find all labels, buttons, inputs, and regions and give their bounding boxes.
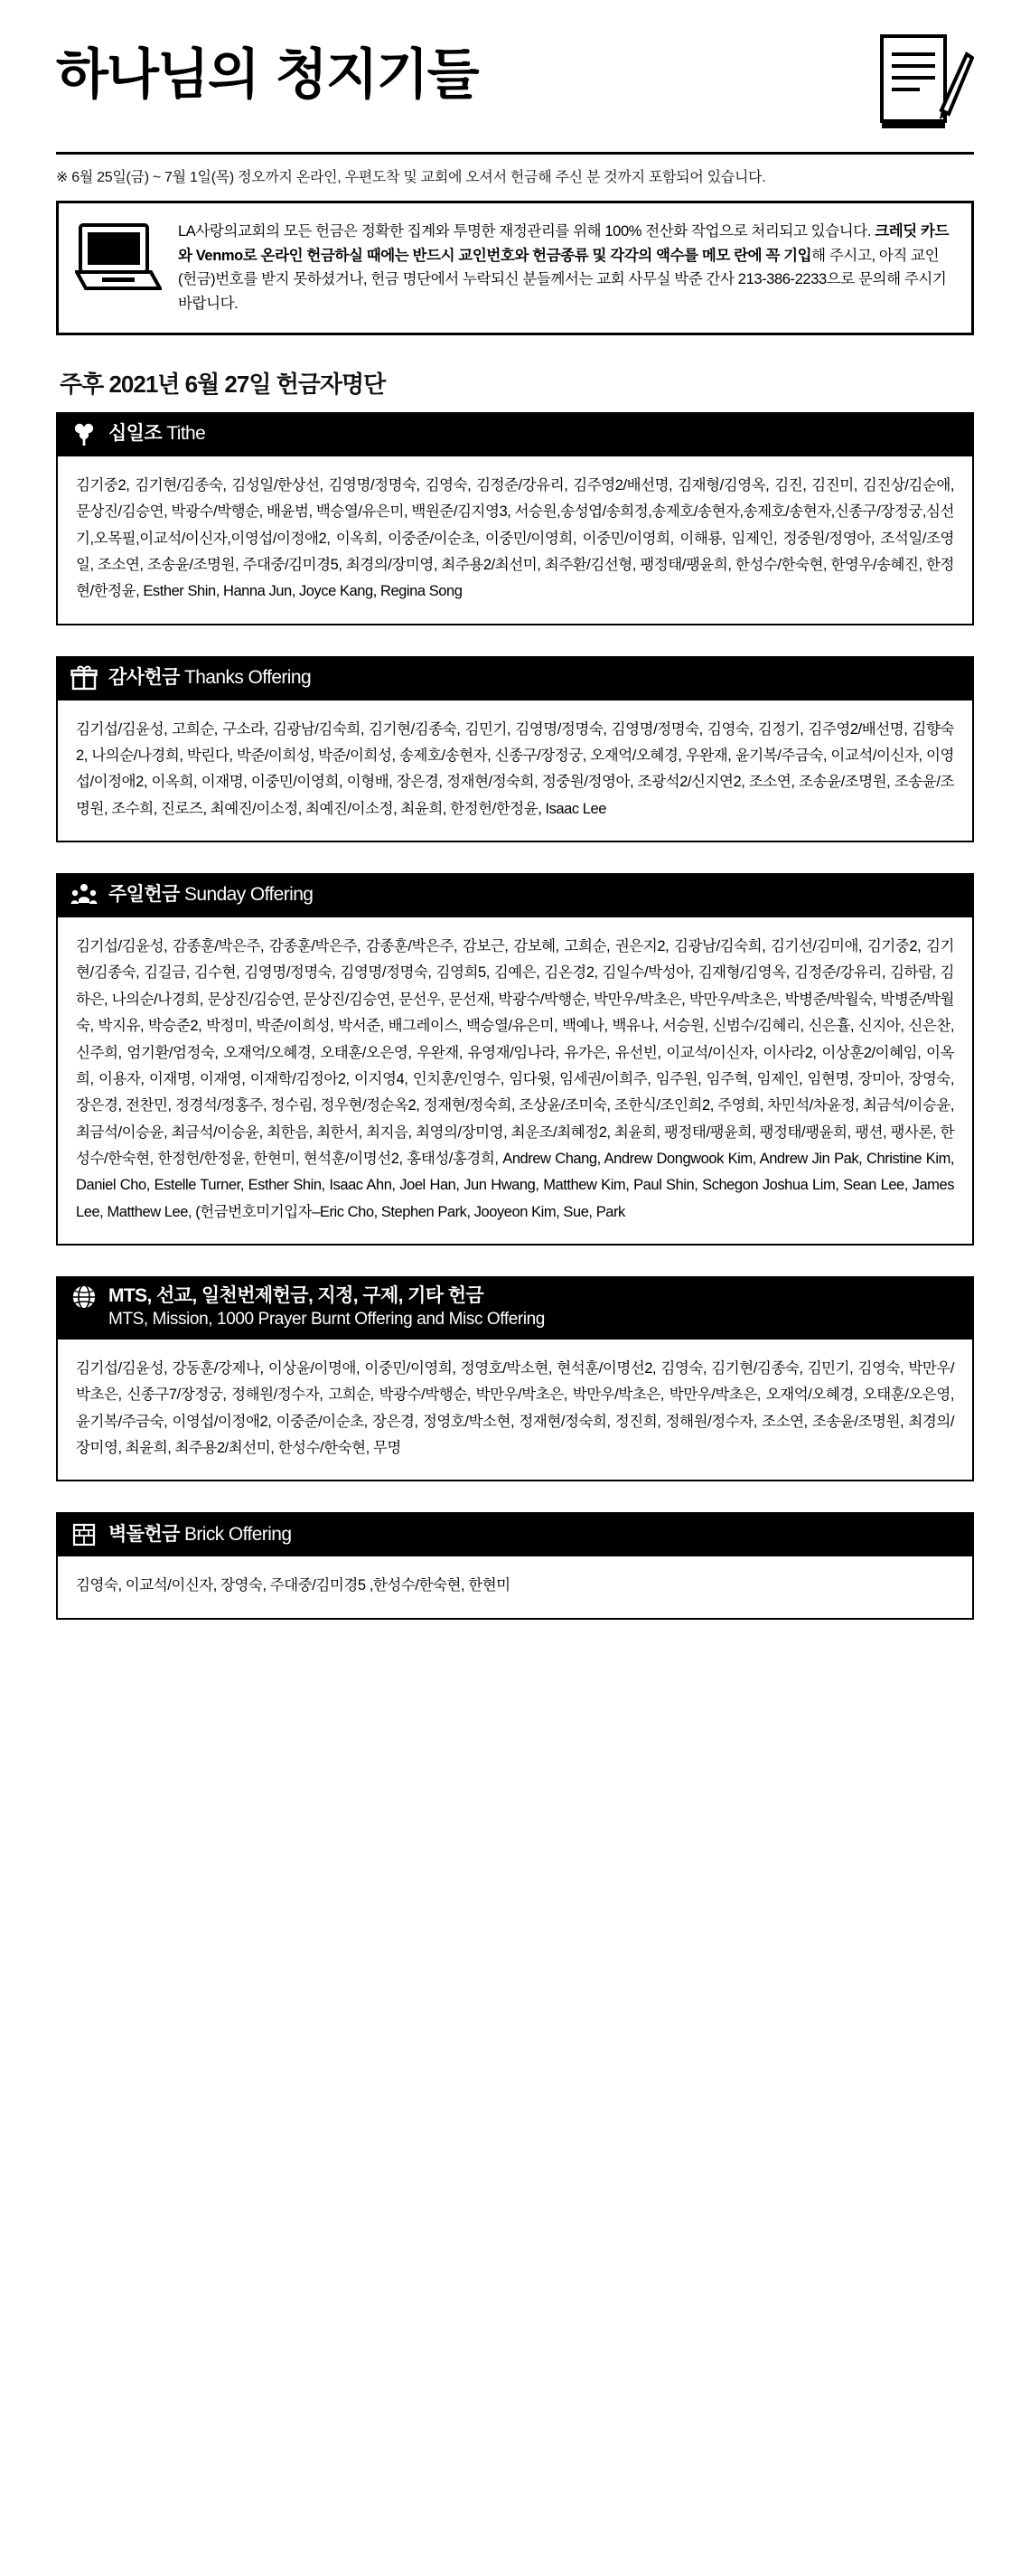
section-title-en: Thanks Offering (184, 667, 312, 689)
people-group-icon (70, 881, 98, 908)
section-header-tithe (56, 412, 974, 456)
section-brick (56, 1512, 974, 1619)
section-title-en: Sunday Offering (184, 884, 314, 906)
section-names-tithe: 김기중2, 김기현/김종숙, 김성일/한상선, 김영명/정명숙, 김영숙, 김정준/강유리, 김주영2/배선명, 김재형/김영옥, 김진, 김진미, 김진상/김순애, 문상진/김승연, 박광수/박행순, 배윤범, 백승열/유은미, 백원준/김지영3, 서승원,송성엽/송희정,송제호/송현자,송제호/송현자,신종구/장정궁,심선기,오목필,이교석/이신자,이영섭/이정애2, 이옥희, 이중준/이순초, 이중민/이영희, 이중민/이영희, 이해룡, 임제인, 정중원/정영아, 조석일/조영일, 조소연, 조송윤/조명원, 주대중/김미경5, 최경의/장미영, 최주용2/최선미, 최주환/김선형, 팽정태/팽윤희, 한성수/한숙현, 한영우/송혜진, 한정현/한정윤, Esther Shin, Hanna Jun, Joyce Kang, Regina Song (56, 456, 974, 625)
section-sunday (56, 873, 974, 1246)
section-title-ko: 주일헌금 (108, 884, 180, 906)
date-title: 주후 2021년 6월 27일 헌금자명단 (60, 370, 386, 398)
globe-icon (70, 1283, 98, 1311)
info-text-part1: LA사랑의교회의 모든 헌금은 정확한 집계와 투명한 재정관리를 위해 100% 전산화 작업으로 처리되고 있습니다. (178, 223, 876, 240)
section-header-sunday (56, 873, 974, 917)
section-header-mts (56, 1276, 974, 1340)
info-text-part2: 해 주시고, 아직 교인(헌금)번호를 받지 못하셨거나, 헌금 명단에서 누락되신 분들께서는 교회 사무실 박준 간사 213-386-2233으로 문의해 주시기 바랍니다. (178, 247, 947, 313)
page-header (56, 31, 974, 143)
section-title-ko: MTS, 선교, 일천번제헌금, 지정, 구제, 기타 헌금 (108, 1285, 484, 1307)
section-header-brick (56, 1512, 974, 1556)
section-names-brick: 김영숙, 이교석/이신자, 장영숙, 주대중/김미경5 ,한성수/한숙현, 한현미 (56, 1556, 974, 1619)
info-box (56, 201, 974, 335)
section-names-sunday: 김기섭/김윤성, 감종훈/박은주, 감종훈/박은주, 감종훈/박은주, 감보근, 감보혜, 고희순, 권은지2, 김광남/김숙희, 김기선/김미애, 김기중2, 김기현/김종숙, 김길금, 김수현, 김영명/정명숙, 김영명/정명숙, 김영희5, 김예은, 김온경2, 김일수/박성아, 김재형/김영옥, 김정준/강유리, 김하람, 김하은, 나의순/나경희, 문상진/김승연, 문상진/김승연, 문선우, 문선재, 박광수/박행순, 박만우/박초은, 박만우/박초은, 박병준/박월숙, 박병준/박월숙, 박지유, 박승준2, 박정미, 박준/이희성, 박서준, 배그레이스, 백승열/유은미, 백예나, 백유나, 서승원, 신범수/김혜리, 신은휼, 신지아, 신은찬, 신주희, 엄기환/엄정숙, 오재억/오혜경, 오태훈/오은영, 우완재, 유영재/임나라, 유가은, 유선빈, 이교석/이신자, 이사라2, 이상훈2/이혜임, 이옥희, 이용자, 이재명, 이재영, 이재학/김정아2, 이지영4, 인치훈/인영수, 임다윗, 임세권/이희주, 임주원, 임주혁, 임제인, 임현명, 장미아, 장영숙, 장은경, 전찬민, 정경석/정홍주, 정수림, 정우현/정순옥2, 정재현/정숙희, 조상윤/조미숙, 조한식/조인희2, 주영희, 차민석/차윤정, 최금석/이승윤, 최금석/이승윤, 최금석/이승윤, 최한음, 최한서, 최지음, 최영의/장미영, 최운조/최혜정2, 최윤희, 팽정태/팽윤희, 팽정태/팽윤희, 팽션, 팽사론, 한성수/한숙현, 한정헌/한정윤, 한현미, 현석훈/이명선2, 홍태성/홍경희, Andrew Chang, Andrew Dongwook Kim, Andrew Jin Pak, Christine Kim, Daniel Cho, Estelle Turner, Esther Shin, Isaac Ahn, Joel Han, Jun Hwang, Matthew Kim, Paul Shin, Schegon Joshua Lim, Sean Lee, James Lee, Matthew Lee, (헌금번호미기입자–Eric Cho, Stephen Park, Jooyeon Kim, Sue, Park (56, 917, 974, 1246)
clover-icon (70, 420, 98, 447)
section-header-thanks (56, 656, 974, 700)
notice-text: ※ 6월 25일(금) ~ 7월 1일(목) 정오까지 온라인, 우편도착 및 교회에 오셔서 헌금해 주신 분 것까지 포함되어 있습니다. (56, 170, 766, 185)
section-title-ko: 벽돌헌금 (108, 1523, 180, 1545)
page-title: 하나님의 청지기들 (56, 43, 478, 107)
section-title-ko: 십일조 (108, 423, 163, 445)
computer-monitor-icon (75, 220, 162, 297)
gift-box-icon (70, 664, 98, 691)
section-tithe (56, 412, 974, 625)
header-divider (56, 152, 974, 155)
building-icon (70, 1520, 98, 1547)
section-title-ko: 감사헌금 (108, 667, 180, 689)
info-text-bold: 크레딧 카드와 Venmo로 온라인 헌금하실 때에는 반드시 교인번호와 헌금종류 및 각각의 액수를 메모 란에 꼭 기입 (178, 223, 950, 264)
section-title-en: Brick Offering (184, 1523, 292, 1545)
section-subtitle-en: MTS, Mission, 1000 Prayer Burnt Offering and Misc Offering (108, 1310, 545, 1330)
section-thanks (56, 656, 974, 842)
section-title-en: Tithe (166, 423, 206, 445)
section-mts (56, 1276, 974, 1481)
section-names-thanks: 김기섭/김윤성, 고희순, 구소라, 김광남/김숙희, 김기현/김종숙, 김민기, 김영명/정명숙, 김영명/정명숙, 김영숙, 김정기, 김주영2/배선명, 김향숙2, 나의순/나경희, 박린다, 박준/이희성, 박준/이희성, 송제호/송현자, 신종구/장정궁, 오재억/오혜경, 우완재, 윤기복/주금숙, 이교석/이신자, 이영섭/이정애2, 이옥희, 이재명, 이중민/이영희, 이형배, 장은경, 정재현/정숙희, 정중원/정영아, 조광석2/신지연2, 조소연, 조송윤/조명원, 조송윤/조명원, 조수희, 진로즈, 최예진/이소정, 최예진/이소정, 최윤희, 한정헌/한정윤, Isaac Lee (56, 700, 974, 842)
info-box-text (178, 220, 953, 316)
document-pen-icon (866, 31, 974, 137)
section-names-mts: 김기섭/김윤성, 강동훈/강제나, 이상윤/이명애, 이중민/이영희, 정영호/박소현, 현석훈/이명선2, 김영숙, 김기현/김종숙, 김민기, 김영숙, 박만우/박초은, 신종구7/장정궁, 정해원/정수자, 고희순, 박광수/박행순, 박만우/박초은, 박만우/박초은, 박만우/박초은, 오재억/오혜경, 오태훈/오은영, 윤기복/주금숙, 이영섭/이정애2, 이중준/이순초, 장은경, 정영호/박소현, 정재현/정숙희, 정진희, 정해원/정수자, 조소연, 조송윤/조명원, 최경의/장미영, 최윤희, 최주용2/최선미, 한성수/한숙현, 무명 (56, 1340, 974, 1481)
